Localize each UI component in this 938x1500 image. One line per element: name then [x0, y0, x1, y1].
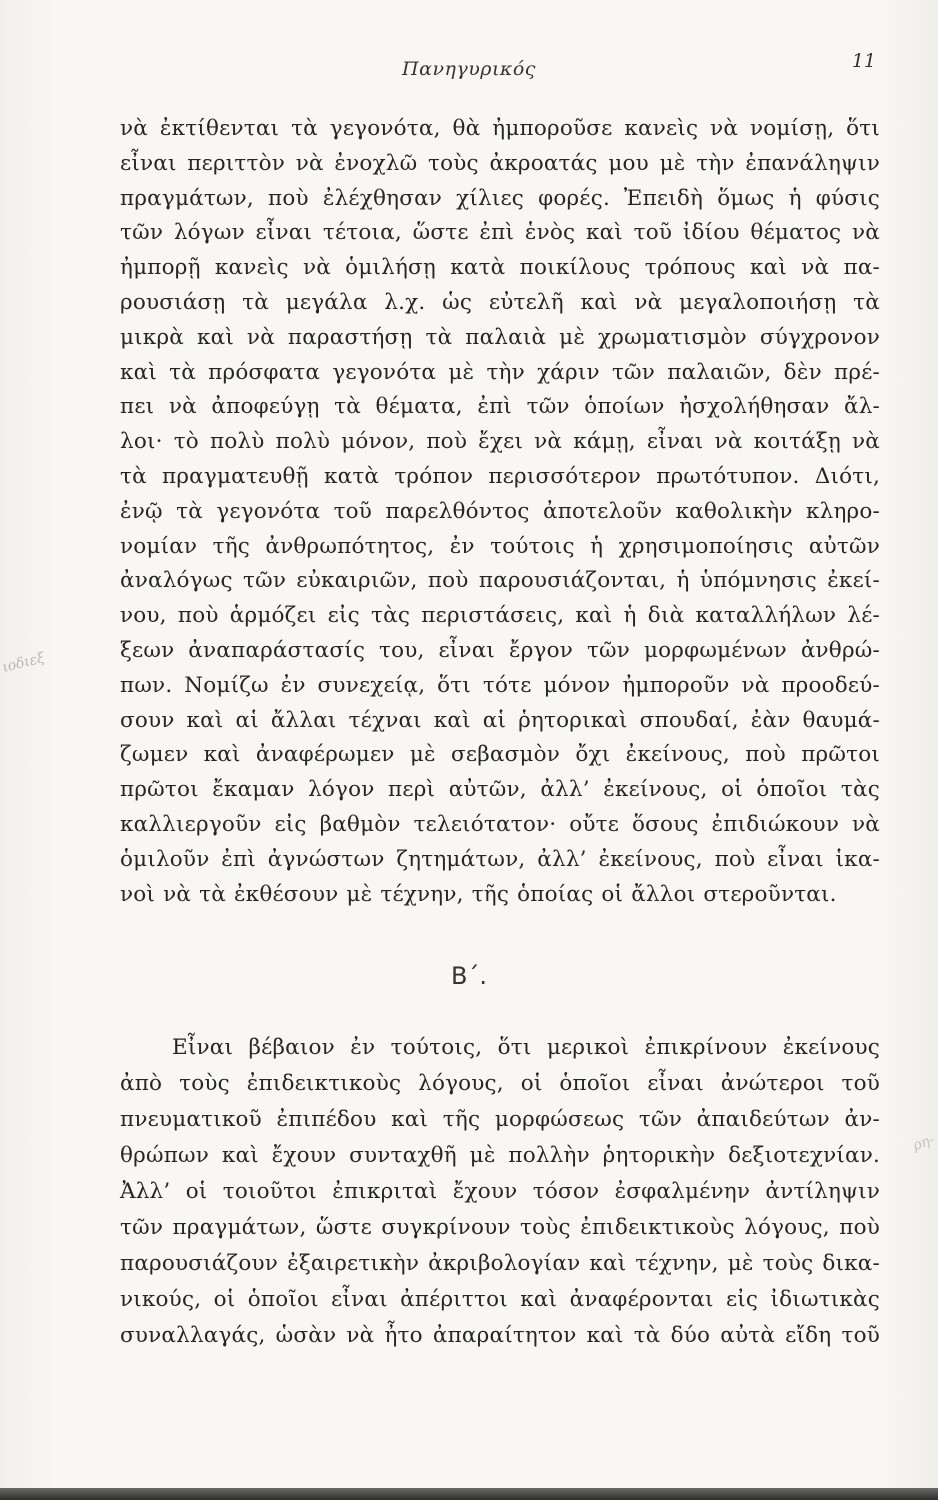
text-line: συναλλαγάς, ὡσὰν νὰ ἦτο ἀπαραίτητον καὶ τὰ δύο αὐτὰ εἴδη τοῦ — [120, 1323, 880, 1348]
text-line: τῶν λόγων εἶναι τέτοια, ὥστε ἐπὶ ἑνὸς καὶ τοῦ ἰδίου θέματος νὰ — [120, 220, 880, 246]
text-line: Εἶναι βέβαιον ἐν τούτοις, ὅτι μερικοὶ ἐπικρίνουν ἐκείνους — [172, 1035, 880, 1060]
text-line: ἠμπορῇ κανεὶς νὰ ὁμιλήσῃ κατὰ ποικίλους τρόπους καὶ νὰ πα- — [120, 255, 880, 281]
text-line: νομίαν τῆς ἀνθρωπότητος, ἐν τούτοις ἡ χρησιμοποίησις αὐτῶν — [120, 533, 880, 559]
text-line: καλλιεργοῦν εἰς βαθμὸν τελειότατον· οὔτε ὅσους ἐπιδιώκουν νὰ — [120, 811, 880, 837]
text-line: εἶναι περιττὸν νὰ ἐνοχλῶ τοὺς ἀκροατάς μου μὲ τὴν ἐπανάληψιν — [120, 150, 880, 176]
text-line: σουν καὶ αἱ ἄλλαι τέχναι καὶ αἱ ῥητορικαὶ σπουδαί, ἐὰν θαυμά- — [120, 707, 880, 733]
text-line: ξεων ἀναπαράστασίς του, εἶναι ἔργον τῶν μορφωμένων ἀνθρώ- — [120, 637, 880, 663]
text-line: καὶ τὰ πρόσφατα γεγονότα μὲ τὴν χάριν τῶν παλαιῶν, δὲν πρέ- — [120, 359, 880, 385]
text-line: λοι· τὸ πολὺ πολὺ μόνον, ποὺ ἔχει νὰ κάμῃ, εἶναι νὰ κοιτάξῃ νὰ — [120, 429, 880, 455]
text-line: τῶν πραγμάτων, ὥστε συγκρίνουν τοὺς ἐπιδεικτικοὺς λόγους, ποὺ — [120, 1215, 880, 1240]
paragraph-1 — [120, 112, 880, 912]
text-line: νικούς, οἱ ὁποῖοι εἶναι ἀπέριττοι καὶ ἀναφέρονται εἰς ἰδιωτικὰς — [120, 1287, 880, 1312]
text-line: ὁμιλοῦν ἐπὶ ἀγνώστων ζητημάτων, ἀλλ’ ἐκείνους, ποὺ εἶναι ἱκα- — [120, 846, 880, 872]
text-line: νου, ποὺ ἁρμόζει εἰς τὰς περιστάσεις, καὶ ἡ διὰ καταλλήλων λέ- — [120, 603, 880, 629]
text-line: πων. Νομίζω ἐν συνεχείᾳ, ὅτι τότε μόνον ἠμποροῦν νὰ προοδεύ- — [120, 672, 880, 698]
margin-annotation-right: ρη- — [910, 1131, 937, 1155]
text-line: τὰ πραγματευθῇ κατὰ τρόπον περισσότερον πρωτότυπον. Διότι, — [120, 463, 880, 489]
page-number: 11 — [851, 50, 876, 72]
text-line: θρώπων καὶ ἔχουν συνταχθῆ μὲ πολλὴν ῥητορικὴν δεξιοτεχνίαν. — [120, 1143, 880, 1168]
text-line: μικρὰ καὶ νὰ παραστήσῃ τὰ παλαιὰ μὲ χρωματισμὸν σύγχρονον — [120, 324, 880, 350]
text-line: πνευματικοῦ ἐπιπέδου καὶ τῆς μορφώσεως τῶν ἀπαιδεύτων ἀν- — [120, 1107, 880, 1132]
text-line: Ἀλλ’ οἱ τοιοῦτοι ἐπικριταὶ ἔχουν τόσον ἐσφαλμένην ἀντίληψιν — [120, 1179, 880, 1204]
paragraph-2 — [120, 1030, 880, 1354]
running-title: Πανηγυρικός — [402, 58, 536, 80]
text-line: ἐνῷ τὰ γεγονότα τοῦ παρελθόντος ἀποτελοῦν καθολικὴν κληρο- — [120, 498, 880, 524]
text-line: ἀναλόγως τῶν εὐκαιριῶν, ποὺ παρουσιάζονται, ἡ ὑπόμνησις ἐκεί- — [120, 568, 880, 594]
page-bottom-edge — [0, 1488, 938, 1500]
text-line: πει νὰ ἀποφεύγῃ τὰ θέματα, ἐπὶ τῶν ὁποίων ἠσχολήθησαν ἄλ- — [120, 394, 880, 420]
text-line: πρῶτοι ἔκαμαν λόγον περὶ αὐτῶν, ἀλλ’ ἐκείνους, οἱ ὁποῖοι τὰς — [120, 777, 880, 803]
text-line: νοὶ νὰ τὰ ἐκθέσουν μὲ τέχνην, τῆς ὁποίας οἱ ἄλλοι στεροῦνται. — [120, 881, 837, 907]
margin-annotation-left: ιοδιεξ — [0, 650, 47, 676]
text-line: ρουσιάσῃ τὰ μεγάλα λ.χ. ὡς εὐτελῆ καὶ νὰ μεγαλοποιήσῃ τὰ — [120, 289, 880, 315]
text-line: ζωμεν καὶ ἀναφέρωμεν μὲ σεβασμὸν ὄχι ἐκείνους, ποὺ πρῶτοι — [120, 742, 880, 768]
text-line: πραγμάτων, ποὺ ἐλέχθησαν χίλιες φορές. Ἐπειδὴ ὅμως ἡ φύσις — [120, 185, 880, 211]
text-line: ἀπὸ τοὺς ἐπιδεικτικοὺς λόγους, οἱ ὁποῖοι εἶναι ἀνώτεροι τοῦ — [120, 1071, 880, 1096]
text-line: νὰ ἐκτίθενται τὰ γεγονότα, θὰ ἠμποροῦσε κανεὶς νὰ νομίσῃ, ὅτι — [120, 116, 880, 141]
section-marker: B΄. — [450, 962, 488, 990]
text-line: παρουσιάζουν ἐξαιρετικὴν ἀκριβολογίαν καὶ τέχνην, μὲ τοὺς δικα- — [120, 1251, 880, 1276]
